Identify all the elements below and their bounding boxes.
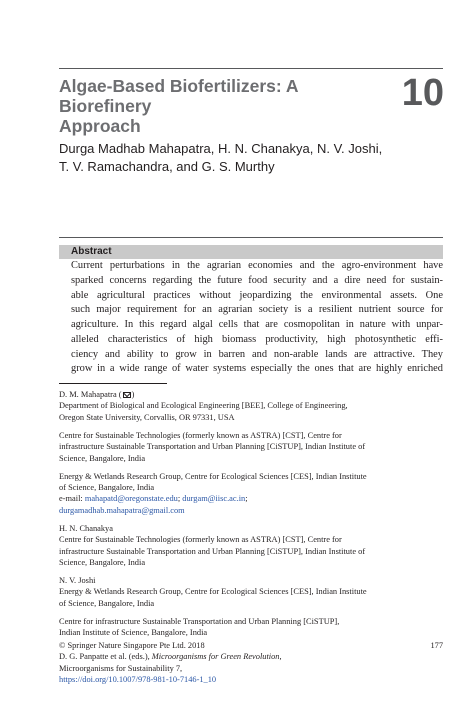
chapter-number: 10 — [401, 72, 444, 114]
abstract-line: able agricultural practices without jeopardizing the environmental assets. One — [71, 289, 443, 301]
affiliation-line: Energy & Wetlands Research Group, Centre for Ecological Sciences [CES], Indian Institute — [59, 471, 367, 481]
affiliation-line: infrastructure Sustainable Transportation and Urban Planning [CiSTUP], Indian Institute of — [59, 442, 366, 452]
book-title: Microorganisms for Green Revolution — [151, 652, 280, 662]
author-line: T. V. Ramachandra, and G. S. Murthy — [59, 159, 275, 174]
affiliation-footnotes — [59, 389, 443, 645]
doi-link[interactable]: https://doi.org/10.1007/978-981-10-7146-1_10 — [59, 675, 217, 685]
abstract-label: Abstract — [71, 246, 112, 257]
affiliation-line: Centre for Sustainable Technologies (formerly known as ASTRA) [CST], Centre for — [59, 535, 342, 545]
copyright-line: © Springer Nature Singapore Pte Ltd. 2018 — [59, 641, 205, 650]
footnote-rule — [59, 383, 167, 384]
abstract-text — [71, 259, 443, 377]
affiliation-line: infrastructure Sustainable Transportation and Urban Planning [CiSTUP], Indian Institute of — [59, 546, 366, 556]
abstract-line: agriculture. In this regard algal cells that are cosmopolitan in nature with unpar- — [71, 319, 443, 330]
citation-editors: D. G. Panpatte et al. (eds.), — [59, 652, 152, 662]
abstract-line: Current perturbations in the agrarian economies and the agro-environment have — [71, 260, 443, 271]
page-number: 177 — [430, 641, 443, 650]
abstract-top-rule — [59, 237, 443, 238]
author-line: Durga Madhab Mahapatra, H. N. Chanakya, N. V. Joshi, — [59, 141, 383, 156]
chapter-title-line: Algae-Based Biofertilizers: A Biorefinery — [59, 76, 298, 116]
author-name: H. N. Chanakya — [59, 523, 113, 533]
affiliation-line: of Science, Bangalore, India — [59, 483, 155, 493]
affiliation-block — [59, 575, 443, 609]
email-link[interactable]: mahapatd@oregonstate.edu — [84, 494, 178, 504]
abstract-line: alleled characteristics of high biomass productivity, high photosynthetic effi- — [71, 333, 443, 345]
affiliation-line: of Science, Bangalore, India — [59, 598, 155, 608]
affiliation-line: Centre for infrastructure Sustainable Transportation and Urban Planning [CiSTUP], — [59, 616, 340, 626]
email-link[interactable]: durgam@iisc.ac.in — [182, 494, 246, 504]
email-separator: ; — [245, 494, 248, 504]
author-name-text: D. M. Mahapatra ( — [59, 390, 122, 399]
affiliation-line: Energy & Wetlands Research Group, Centre for Ecological Sciences [CES], Indian Institute — [59, 587, 367, 597]
abstract-line: ciency and ability to grow in barren and non-arable lands are attractive. They — [71, 348, 443, 360]
affiliation-line: Science, Bangalore, India — [59, 453, 146, 463]
abstract-heading-bar — [59, 245, 443, 259]
chapter-top-rule — [59, 68, 443, 69]
chapter-authors — [59, 140, 439, 176]
citation-line — [59, 651, 359, 662]
author-name — [59, 389, 443, 400]
affiliation-line: Department of Biological and Ecological Engineering [BEE], College of Engineering, — [59, 401, 348, 411]
affiliation-line: Science, Bangalore, India — [59, 558, 146, 568]
chapter-title — [59, 76, 389, 136]
abstract-line: sparked concerns regarding the future food security and a dire need for sustain- — [71, 274, 443, 286]
affiliation-block — [59, 389, 443, 423]
email-separator: ; — [177, 494, 183, 504]
affiliation-line: Indian Institute of Science, Bangalore, India — [59, 628, 208, 638]
citation-comma: , — [279, 652, 282, 662]
chapter-title-line: Approach — [59, 116, 141, 136]
email-link[interactable]: durgamadhab.mahapatra@gmail.com — [59, 505, 185, 515]
affiliation-block — [59, 430, 443, 464]
author-name-close: ) — [131, 390, 135, 399]
abstract-line: such major requirement for an agrarian society is a resilient nutrient source for — [71, 304, 443, 316]
email-line — [59, 493, 443, 504]
copyright-block — [59, 640, 359, 686]
affiliation-line: Centre for Sustainable Technologies (formerly known as ASTRA) [CST], Centre for — [59, 430, 342, 440]
author-name: N. V. Joshi — [59, 576, 96, 586]
affiliation-block — [59, 616, 443, 639]
affiliation-line: Oregon State University, Corvallis, OR 97331, USA — [59, 412, 235, 422]
series-line: Microorganisms for Sustainability 7, — [59, 663, 183, 673]
affiliation-block — [59, 523, 443, 569]
envelope-icon — [123, 392, 131, 398]
affiliation-block — [59, 471, 443, 517]
abstract-line: grow in a wide range of water systems especially the ones that are highly enriched — [71, 363, 443, 375]
email-label: e-mail: — [59, 494, 85, 504]
